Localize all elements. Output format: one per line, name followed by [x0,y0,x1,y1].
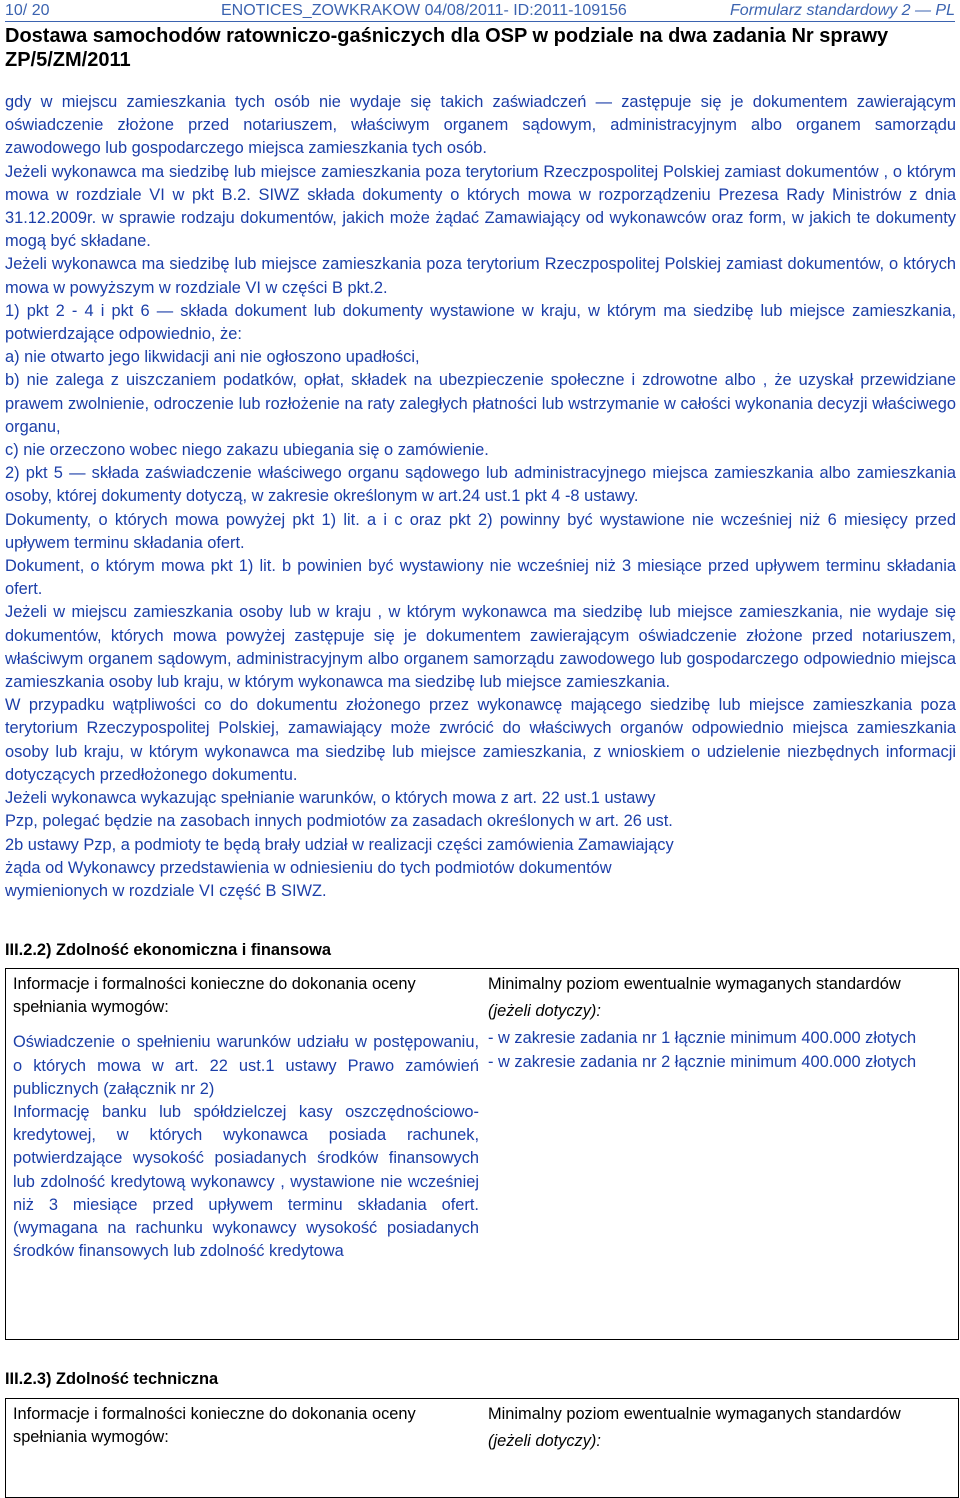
page-number: 10/ 20 [5,2,50,19]
paragraph-line: żąda od Wykonawcy przedstawienia w odniesieniu do tych podmiotów dokumentów [5,858,612,877]
paragraph: Jeżeli w miejscu zamieszkania osoby lub w kraju , w którym wykonawca ma siedzibę lub miejsce zamieszkania, nie wydaje się dokumentów, których mowa powyżej zastępuje się je dokumentem zawierającym oświadczenie złożone przed notariuszem, właściwym organem sądowym, administracyjnym albo organem samorządu zawodowego lub gospodarczego odpowiednio miejsca zamieszkania osoby lub kraju, w którym wykonawca ma siedzibę lub miejsce zamieszkania. [5,603,956,692]
info-value: Informację banku lub spółdzielczej kasy oszczędnościowo- kredytowej, w których wykonawca posiada rachunek, potwierdzające wysokość posiadanych środków finansowych lub zdolność kredytową wykonawcy , wystawione nie wcześniej niż 3 miesiące przed upływem terminu składania ofert. (wymagana na rachunku wykonawcy wysokość posiadanych środków finansowych lub zdolność kredytowa [13,1103,479,1261]
technical-requirements-box [5,1398,959,1498]
paragraph: Dokument, o którym mowa pkt 1) lit. b powinien być wystawiony nie wcześniej niż 3 miesiące przed upływem terminu składania ofert. [5,557,956,599]
paragraph: a) nie otwarto jego likwidacji ani nie ogłoszono upadłości, [5,348,420,367]
minimum-standards-column [488,1403,949,1453]
notice-id: ENOTICES_ZOWKRAKOW 04/08/2011- ID:2011-109156 [221,2,627,19]
info-label: Informacje i formalności konieczne do dokonania oceny spełniania wymogów: [13,1405,416,1447]
paragraph: Jeżeli wykonawca ma siedzibę lub miejsce zamieszkania poza terytorium Rzeczpospolitej Polskiej zamiast dokumentów, o których mowa w powyższym w rozdziale VI w części B pkt.2. [5,255,956,297]
paragraph-line: 2b ustawy Pzp, a podmioty te będą brały udział w realizacji części zamówienia Zamawiający [5,835,674,854]
paragraph: W przypadku wątpliwości co do dokumentu złożonego przez wykonawcę mającego siedzibę lub miejsce zamieszkania poza terytorium Rzeczypospolitej Polskiej, zamawiający może zwrócić do właściwych organów odpowiednio miejsca zamieszkania osoby lub kraju, w którym wykonawca ma siedzibę lub miejsce zamieszkania, z wnioskiem o udzielenie niezbędnych informacji dotyczących przedłożonego dokumentu. [5,696,956,784]
standards-label: Minimalny poziom ewentualnie wymaganych standardów [488,975,901,993]
page-header [5,0,955,22]
paragraph: 1) pkt 2 - 4 i pkt 6 — składa dokument lub dokumenty wystawione w kraju, w którym ma siedzibę lub miejsce zamieszkania, potwierdzające odpowiednio, że: [5,301,956,344]
requirements-info-column [13,973,479,1263]
standards-label: Minimalny poziom ewentualnie wymaganych standardów [488,1405,901,1423]
form-name: Formularz standardowy 2 — PL [730,2,955,19]
paragraph: b) nie zalega z uiszczaniem podatków, opłat, składek na ubezpieczenie społeczne i zdrowotne albo , że uzyskał przewidziane prawem zwolnienie, odroczenie lub rozłożenie na raty zaległych płatności lub wstrzymanie w całości wykonania decyzji właściwego organu, [5,371,956,436]
header-rule [5,21,955,22]
paragraph: Dokumenty, o których mowa powyżej pkt 1) lit. a i c oraz pkt 2) powinny być wystawione nie wcześniej niż 6 miesięcy przed upływem terminu składania ofert. [5,510,956,552]
standards-value: - w zakresie zadania nr 2 łącznie minimum 400.000 złotych [488,1052,917,1071]
minimum-standards-column [488,973,949,1074]
paragraph-line: wymienionych w rozdziale VI część B SIWZ. [5,881,327,900]
body-text [5,91,956,903]
info-value: Oświadczenie o spełnieniu warunków udziału w postępowaniu, o których mowa w art. 22 ust.1 ustawy Prawo zamówień publicznych (załącznik nr 2) [13,1033,479,1098]
info-label: Informacje i formalności konieczne do dokonania oceny spełniania wymogów: [13,975,416,1017]
paragraph: gdy w miejscu zamieszkania tych osób nie wydaje się takich zaświadczeń — zastępuje się je dokumentem zawierającym oświadczenie złożone przed notariuszem, właściwym organem sądowym, administracyjnym albo organem samorządu zawodowego lub gospodarczego miejsca zamieszkania tych osób. [5,93,956,158]
standards-label-note: (jeżeli dotyczy): [488,1432,601,1451]
section-heading-economic: III.2.2) Zdolność ekonomiczna i finansowa [5,941,332,959]
paragraph: c) nie orzeczono wobec niego zakazu ubiegania się o zamówienie. [5,441,489,460]
economic-requirements-box [5,968,959,1340]
paragraph: 2) pkt 5 — składa zaświadczenie właściwego organu sądowego lub administracyjnego miejsca zamieszkania albo zamieszkania osoby, której dokumenty dotyczą, w zakresie określonym w art.24 ust.1 pkt 4 -8 ustawy. [5,464,956,506]
paragraph-line: Jeżeli wykonawca wykazując spełnianie warunków, o których mowa z art. 22 ust.1 ustawy [5,789,656,808]
paragraph-line: Pzp, polegać będzie na zasobach innych podmiotów za zasadach określonych w art. 26 ust. [5,812,673,831]
paragraph: Jeżeli wykonawca ma siedzibę lub miejsce zamieszkania poza terytorium Rzeczpospolitej Polskiej zamiast dokumentów , o którym mowa w rozdziale VI w pkt B.2. SIWZ składa dokumenty o których mowa w rozporządzeniu Prezesa Rady Ministrów z dnia 31.12.2009r. w sprawie rodzaju dokumentów, jakich może żądać Zamawiający od wykonawców oraz form, w jakich te dokumenty mogą być składane. [5,162,956,251]
section-heading-technical: III.2.3) Zdolność techniczna [5,1370,219,1388]
standards-label-note: (jeżeli dotyczy): [488,1002,601,1021]
document-title: Dostawa samochodów ratowniczo-gaśniczych dla OSP w podziale na dwa zadania Nr sprawy ZP/5/ZM/2011 [5,25,889,71]
requirements-info-column [13,1403,479,1449]
standards-value: - w zakresie zadania nr 1 łącznie minimum 400.000 złotych [488,1029,917,1048]
